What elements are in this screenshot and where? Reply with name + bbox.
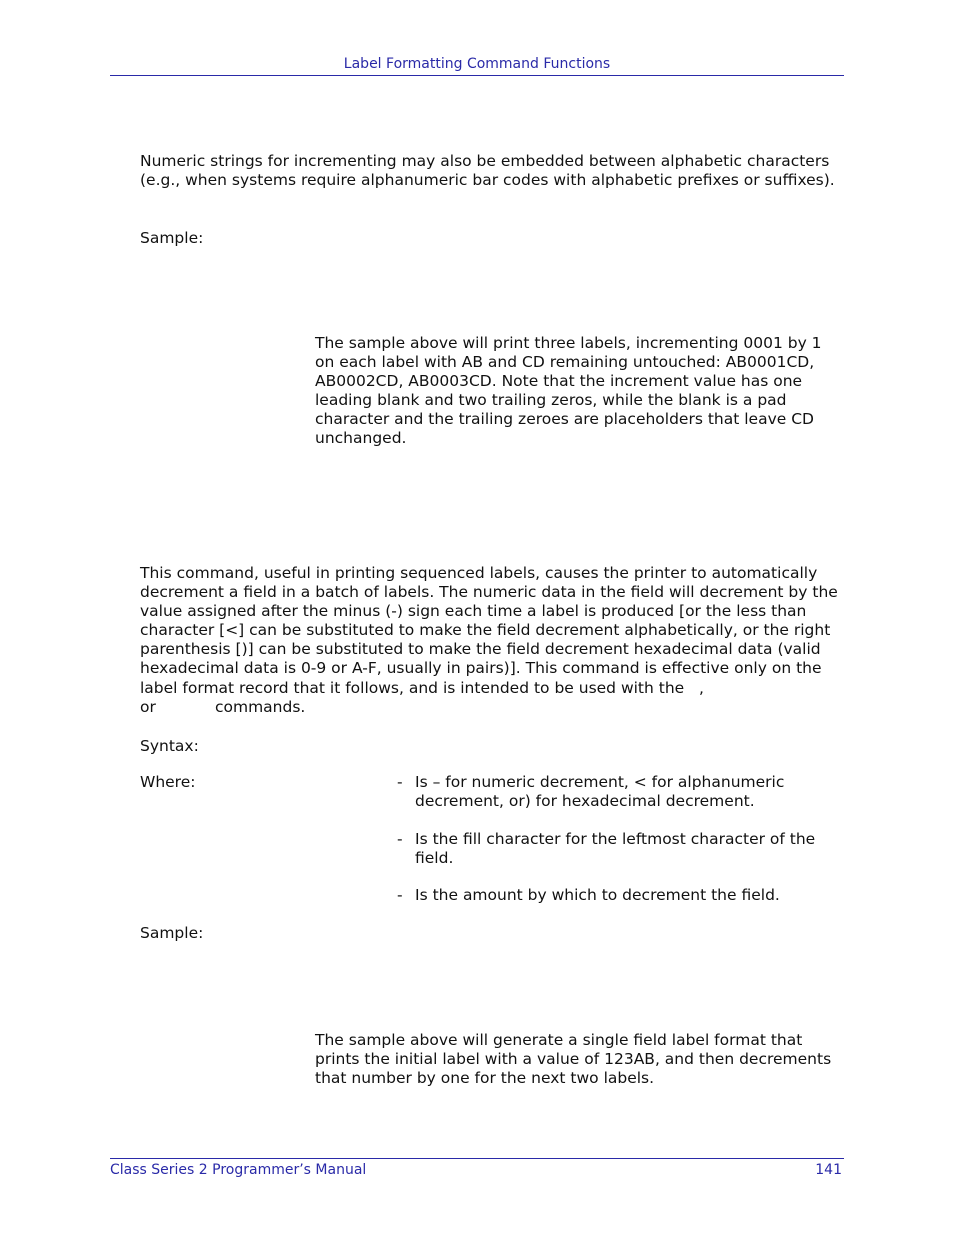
section1-explanation: The sample above will print three labels, incrementing 0001 by 1 on each label with AB and CD remaining untouched: AB0001CD, AB0002CD, AB0003CD. Note that the increment value has one leading blank and two trailing zeros, while the blank is a pad character and the trailing zeroes are placeholders that leave CD unchanged.: [315, 334, 822, 448]
where-item-text: Is the amount by which to decrement the field.: [415, 886, 780, 904]
header-divider: [110, 75, 844, 76]
where-label: Where:: [140, 773, 196, 791]
where-item-decrement-type: [397, 773, 842, 811]
section2-sample-label: Sample:: [140, 924, 204, 942]
syntax-label: Syntax:: [140, 737, 199, 755]
footer-page-number: 141: [815, 1162, 842, 1178]
where-item-fill-character: [397, 830, 842, 868]
section1-intro: Numeric strings for incrementing may also be embedded between alphabetic characters (e.g., when systems require alphanumeric bar codes with alphabetic prefixes or suffixes).: [140, 152, 835, 190]
list-dash: -: [397, 830, 403, 848]
header-title: Label Formatting Command Functions: [343, 56, 611, 72]
section2-explanation: The sample above will generate a single field label format that prints the initial label with a value of 123AB, and then decrements that number by one for the next two labels.: [315, 1031, 832, 1088]
footer-manual-title: Class Series 2 Programmer’s Manual: [110, 1162, 367, 1178]
section2-description: [140, 564, 843, 717]
where-item-text: Is the fill character for the leftmost character of the field.: [415, 830, 816, 868]
section2-description-line1: This command, useful in printing sequenced labels, causes the printer to automatically decrement a field in a batch of labels. The numeric data in the field will decrement by the value assigned after the minus (-) sign each time a label is produced [or the less than character [<] can be substituted to make the field decrement alphabetically, or the right parenthesis [)] can be substituted to make the field decrement hexadecimal data (valid hexadecimal data is 0-9 or A-F, usually in pairs)]. This command is effective only on the label format record that it follows, and is intended to be used with the ,: [140, 564, 843, 697]
where-item-text: Is – for numeric decrement, < for alphanumeric decrement, or) for hexadecimal decrement.: [415, 773, 785, 811]
where-item-amount: [397, 886, 842, 905]
footer-divider: [110, 1158, 844, 1159]
section2-description-line2: or commands.: [140, 697, 306, 716]
section1-sample-label: Sample:: [140, 229, 204, 247]
list-dash: -: [397, 886, 403, 904]
list-dash: -: [397, 773, 403, 791]
